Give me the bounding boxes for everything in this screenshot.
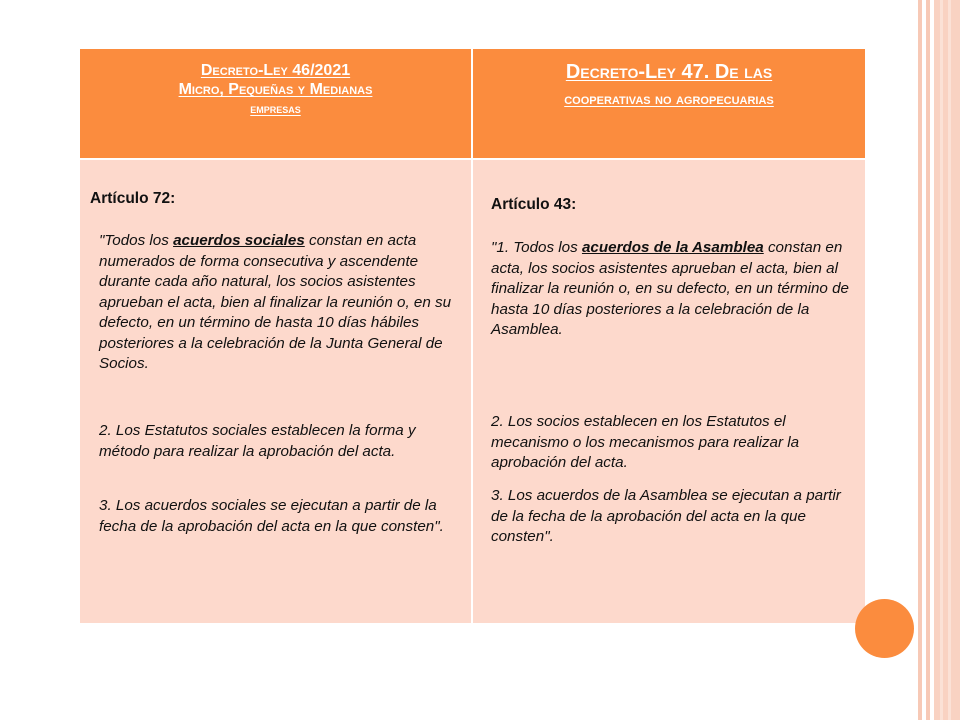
header-right-title — [483, 59, 855, 113]
header-cell-left — [80, 49, 471, 158]
decorative-stripe — [918, 0, 922, 720]
paragraph-right-3: 3. Los acuerdos de la Asamblea se ejecutan a partir de la fecha de la aprobación del acta en la que consten". — [491, 487, 841, 545]
header-cell-right — [473, 49, 865, 158]
paragraph-left-2: 2. Los Estatutos sociales establecen la forma y método para realizar la aprobación del acta. — [99, 422, 416, 460]
header-left-title — [90, 61, 461, 118]
header-right-line2: cooperativas no agropecuarias — [564, 91, 774, 108]
paragraph-left-3: 3. Los acuerdos sociales se ejecutan a partir de la fecha de la aprobación del acta en la que consten". — [99, 497, 444, 535]
header-left-line2: Micro, Pequeñas y Medianas — [178, 81, 373, 98]
article-label-left: Artículo 72: — [90, 190, 176, 207]
body-cell-right — [473, 160, 865, 623]
decorative-stripe — [926, 0, 930, 720]
paragraph-right-2: 2. Los socios establecen en los Estatutos el mecanismo o los mecanismos para realizar la aprobación del acta. — [491, 413, 800, 471]
header-left-line3: empresas — [250, 101, 301, 116]
header-right-line1: Decreto-Ley 47. De las — [565, 61, 773, 83]
paragraph-right-1: "1. Todos los acuerdos de la Asamblea constan en acta, los socios asistentes aprueban el acta, bien al finalizar la reunión o, en su defecto, en un término de hasta 10 días posteriores a la celebración de la Asamblea. — [491, 239, 849, 338]
comparison-table — [80, 49, 865, 623]
paragraph-left-1: "Todos los acuerdos sociales constan en acta numerados de forma consecutiva y ascendente durante cada año natural, los socios asistentes aprueban el acta, bien al finalizar la reunión o, en su defecto, en un término de hasta 10 días hábiles posteriores a la celebración de la Junta General de Socios. — [99, 232, 452, 372]
article-label-right: Artículo 43: — [491, 196, 577, 213]
decorative-circle — [855, 599, 914, 658]
decorative-stripe — [934, 0, 960, 720]
highlight-acuerdos-sociales: acuerdos sociales — [173, 232, 305, 249]
highlight-acuerdos-asamblea: acuerdos de la Asamblea — [581, 239, 764, 256]
body-cell-left — [80, 160, 471, 623]
header-left-line1: Decreto-Ley 46/2021 — [200, 62, 351, 79]
